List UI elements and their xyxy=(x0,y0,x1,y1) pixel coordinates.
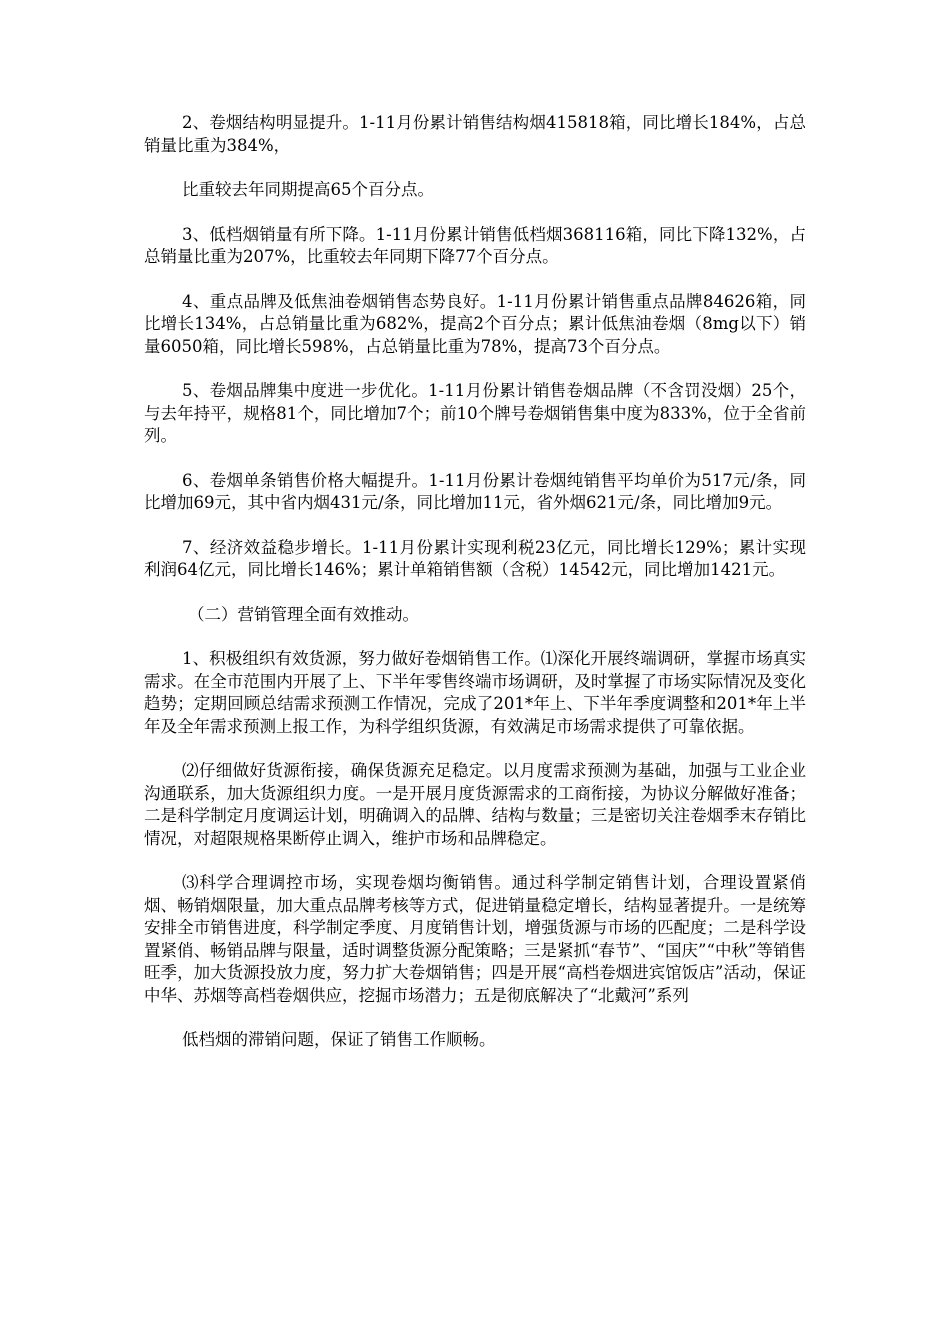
paragraph-slow-sales: 低档烟的滞销问题，保证了销售工作顺畅。 xyxy=(182,1030,496,1049)
paragraph-unit-price: 6、卷烟单条销售价格大幅提升。1-11月份累计卷烟纯销售平均单价为517元/条，同比增加69元，其中省内烟431元/条，同比增加11元，省外烟621元/条，同比增加9元。 xyxy=(144,470,806,512)
paragraph-market-regulation: ⑶科学合理调控市场，实现卷烟均衡销售。通过科学制定销售计划，合理设置紧俏烟、畅销烟限量，加大重点品牌考核等方式，促进销量稳定增长，结构显著提升。一是统筹安排全市销售进度，科学制定季度、月度销售计划，增强货源与市场的匹配度；二是科学设置紧俏、畅销品牌与限量，适时调整货源分配策略；三是紧抓“春节”、“国庆”“中秋”等销售旺季，加大货源投放力度，努力扩大卷烟销售；四是开展“高档卷烟进宾馆饭店”活动，保证中华、苏烟等高档卷烟供应，挖掘市场潜力；五是彻底解决了“北戴河”系列 xyxy=(144,873,806,1005)
paragraph-supply-coordination: ⑵仔细做好货源衔接，确保货源充足稳定。以月度需求预测为基础，加强与工业企业沟通联系，加大货源组织力度。一是开展月度货源需求的工商衔接，为协议分解做好准备；二是科学制定月度调运计划，明确调入的品牌、结构与数量；三是密切关注卷烟季末存销比情况，对超限规格果断停止调入，维护市场和品牌稳定。 xyxy=(144,761,806,848)
section-heading-marketing: （二）营销管理全面有效推动。 xyxy=(188,604,419,624)
document-body xyxy=(144,112,806,1074)
paragraph-structure-share: 比重较去年同期提高65个百分点。 xyxy=(182,180,434,199)
paragraph-supply-organization: 1、积极组织有效货源，努力做好卷烟销售工作。⑴深化开展终端调研，掌握市场真实需求。在全市范围内开展了上、下半年零售终端市场调研，及时掌握了市场实际情况及变化趋势；定期回顾总结需求预测工作情况，完成了201*年上、下半年季度调整和201*年上半年及全年需求预测上报工作，为科学组织货源，有效满足市场需求提供了可靠依据。 xyxy=(144,649,806,736)
paragraph-economic-benefit: 7、经济效益稳步增长。1-11月份累计实现利税23亿元，同比增长129%；累计实现利润64亿元，同比增长146%；累计单箱销售额（含税）14542元，同比增加1421元。 xyxy=(144,537,806,579)
paragraph-key-brands: 4、重点品牌及低焦油卷烟销售态势良好。1-11月份累计销售重点品牌84626箱，同比增长134%，占总销量比重为682%，提高2个百分点；累计低焦油卷烟（8mg以下）销量6050箱，同比增长598%，占总销量比重为78%，提高73个百分点。 xyxy=(144,291,806,356)
paragraph-brand-concentration: 5、卷烟品牌集中度进一步优化。1-11月份累计销售卷烟品牌（不含罚没烟）25个，与去年持平，规格81个，同比增加7个；前10个牌号卷烟销售集中度为833%，位于全省前列。 xyxy=(144,381,806,445)
paragraph-structure-cigarettes: 2、卷烟结构明显提升。1-11月份累计销售结构烟415818箱，同比增长184%，占总销量比重为384%， xyxy=(144,113,806,155)
paragraph-low-grade-cigarettes: 3、低档烟销量有所下降。1-11月份累计销售低档烟368116箱，同比下降132%，占总销量比重为207%，比重较去年同期下降77个百分点。 xyxy=(144,224,806,266)
